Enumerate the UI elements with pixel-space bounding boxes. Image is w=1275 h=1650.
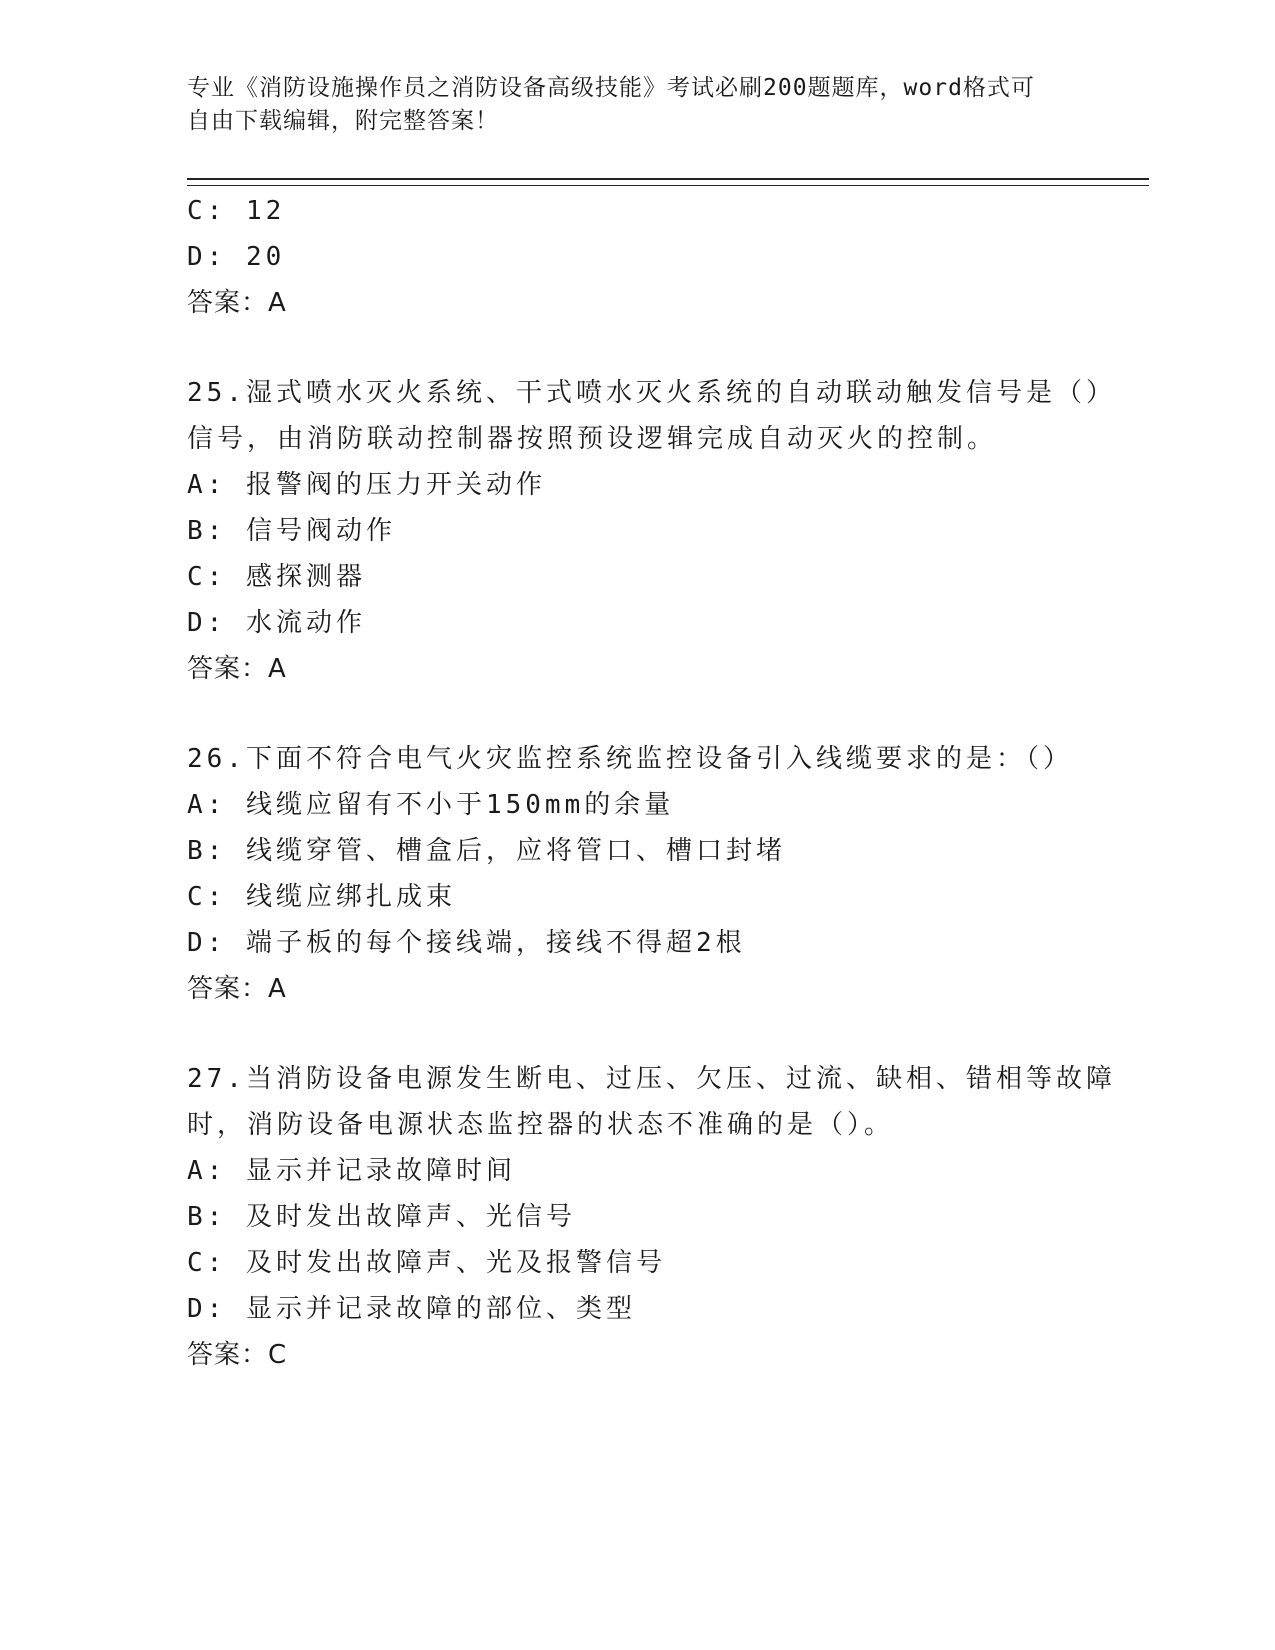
document-body bbox=[187, 188, 1116, 1378]
question-27 bbox=[187, 1056, 1116, 1378]
option-d: D: 端子板的每个接线端，接线不得超2根 bbox=[187, 928, 746, 958]
header-line-2: 自由下载编辑，附完整答案！ bbox=[187, 108, 499, 134]
stem-line: 27.当消防设备电源发生断电、过压、欠压、过流、缺相、错相等故障 bbox=[187, 1064, 1116, 1094]
answer-line: 答案：A bbox=[187, 288, 287, 318]
stem-line: 25.湿式喷水灭火系统、干式喷水灭火系统的自动联动触发信号是（） bbox=[187, 378, 1116, 408]
option-d: D: 水流动作 bbox=[187, 608, 366, 638]
answer-line: 答案：A bbox=[187, 654, 287, 684]
question-stem bbox=[187, 1056, 1116, 1148]
header-line-1: 专业《消防设施操作员之消防设备高级技能》考试必刷200题题库，word格式可 bbox=[187, 75, 1035, 101]
option-c: C: 及时发出故障声、光及报警信号 bbox=[187, 1248, 666, 1278]
option-b: B: 及时发出故障声、光信号 bbox=[187, 1202, 576, 1232]
option-b: B: 信号阀动作 bbox=[187, 516, 396, 546]
option-a: A: 报警阀的压力开关动作 bbox=[187, 470, 546, 500]
option-c: C: 线缆应绑扎成束 bbox=[187, 882, 456, 912]
answer-line: 答案：C bbox=[187, 1340, 288, 1370]
stem-line: 26.下面不符合电气火灾监控系统监控设备引入线缆要求的是：（） bbox=[187, 744, 1073, 774]
answer-line: 答案：A bbox=[187, 974, 287, 1004]
question-stem bbox=[187, 736, 1087, 782]
option-a: A: 显示并记录故障时间 bbox=[187, 1156, 516, 1186]
stem-line: 信号，由消防联动控制器按照预设逻辑完成自动灭火的控制。 bbox=[187, 424, 998, 454]
spacer bbox=[187, 692, 1087, 736]
page-header bbox=[187, 72, 1067, 138]
question-25 bbox=[187, 370, 1116, 692]
option-line: C: 12 bbox=[187, 196, 286, 226]
spacer bbox=[187, 326, 1087, 370]
option-line: D: 20 bbox=[187, 242, 286, 272]
carryover-question bbox=[187, 188, 1087, 326]
option-b: B: 线缆穿管、槽盒后，应将管口、槽口封堵 bbox=[187, 836, 786, 866]
question-26 bbox=[187, 736, 1087, 1012]
stem-line: 时，消防设备电源状态监控器的状态不准确的是（）。 bbox=[187, 1110, 895, 1140]
option-a: A: 线缆应留有不小于150mm的余量 bbox=[187, 790, 675, 820]
spacer bbox=[187, 1012, 1087, 1056]
option-d: D: 显示并记录故障的部位、类型 bbox=[187, 1294, 636, 1324]
option-c: C: 感探测器 bbox=[187, 562, 366, 592]
question-stem bbox=[187, 370, 1116, 462]
header-divider bbox=[187, 178, 1149, 186]
